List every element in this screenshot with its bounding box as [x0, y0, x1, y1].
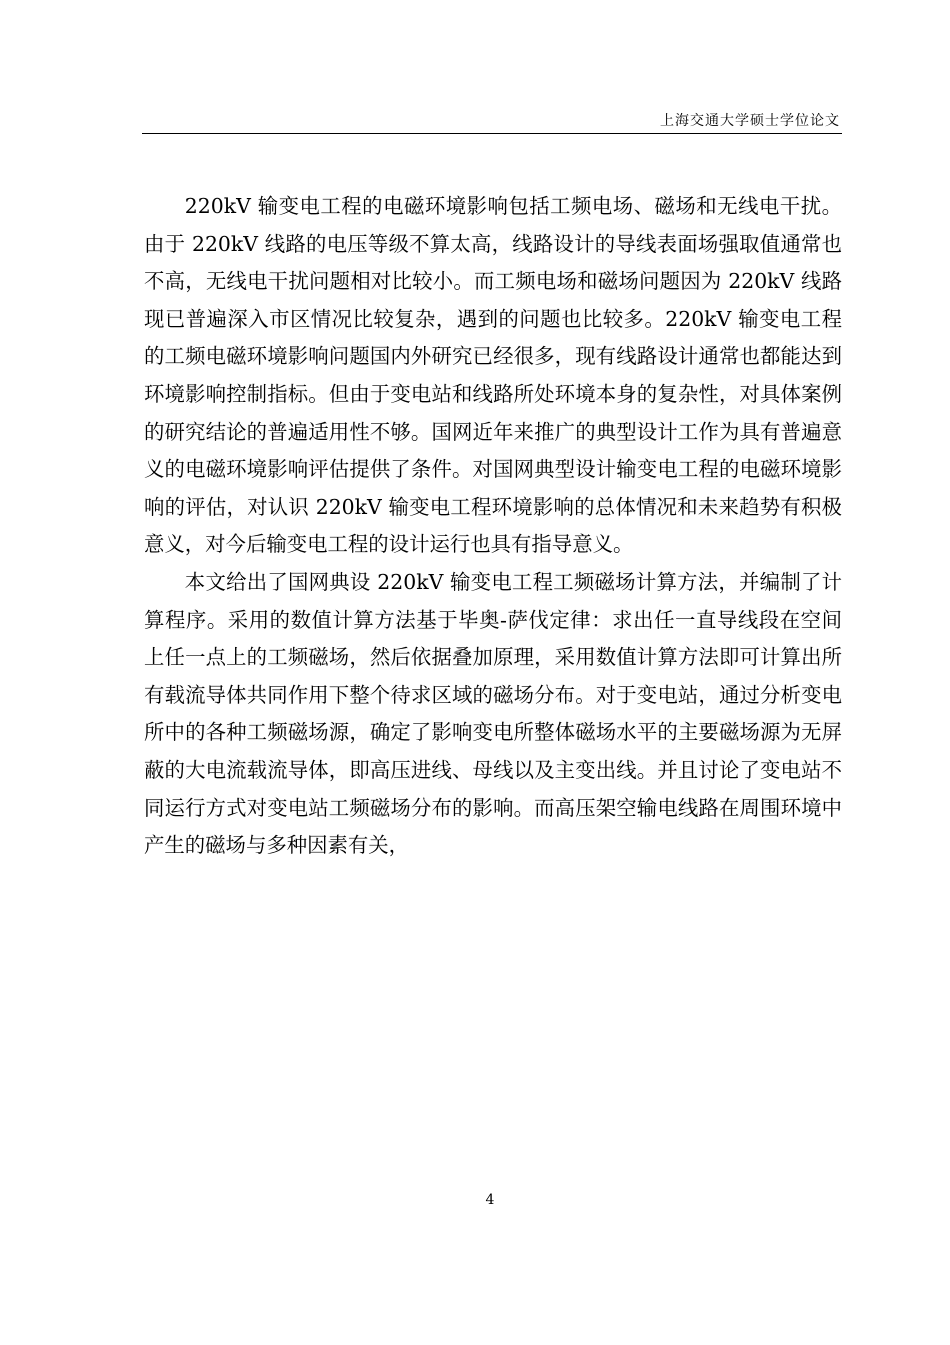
paragraph-2: 本文给出了国网典设 220kV 输变电工程工频磁场计算方法，并编制了计算程序。采用的数值计算方法基于毕奥-萨伐定律：求出任一直导线段在空间上任一点上的工频磁场，然后依据叠加原理，采用数值计算方法即可计算出所有载流导体共同作用下整个待求区域的磁场分布。对于变电站，通过分析变电所中的各种工频磁场源，确定了影响变电所整体磁场水平的主要磁场源为无屏蔽的大电流载流导体，即高压进线、母线以及主变出线。并且讨论了变电站不同运行方式对变电站工频磁场分布的影响。而高压架空输电线路在周围环境中产生的磁场与多种因素有关，	[144, 569, 842, 858]
header-rule	[142, 133, 842, 134]
paragraph-1: 220kV 输变电工程的电磁环境影响包括工频电场、磁场和无线电干扰。由于 220kV 线路的电压等级不算太高，线路设计的导线表面场强取值通常也不高，无线电干扰问题相对比较小。而工频电场和磁场问题因为 220kV 线路现已普遍深入市区情况比较复杂，遇到的问题也比较多。220kV 输变电工程的工频电磁环境影响问题国内外研究已经很多，现有线路设计通常也都能达到环境影响控制指标。但由于变电站和线路所处环境本身的复杂性，对具体案例的研究结论的普遍适用性不够。国网近年来推广的典型设计工作为具有普遍意义的电磁环境影响评估提供了条件。对国网典型设计输变电工程的电磁环境影响的评估，对认识 220kV 输变电工程环境影响的总体情况和未来趋势有积极意义，对今后输变电工程的设计运行也具有指导意义。	[144, 194, 842, 557]
running-header-title: 上海交通大学硕士学位论文	[660, 113, 840, 129]
page-number: 4	[485, 1192, 495, 1208]
body-text	[144, 188, 842, 865]
